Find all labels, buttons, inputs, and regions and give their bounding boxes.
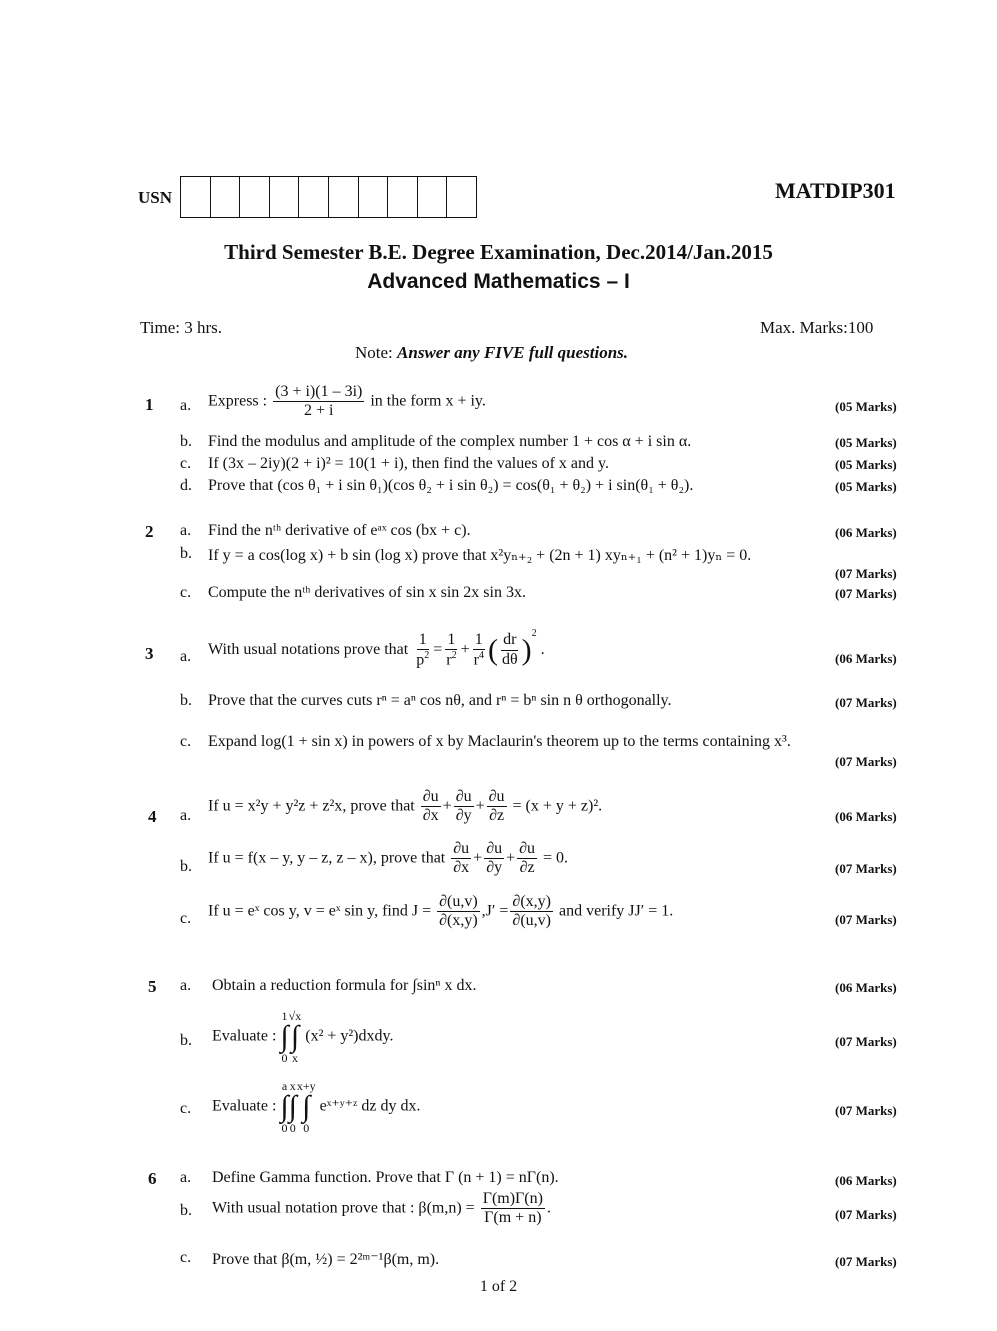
part-label: b. <box>180 692 192 709</box>
marks: (07 Marks) <box>835 1254 897 1269</box>
fraction-numerator: (3 + i)(1 – 3i) <box>273 383 364 402</box>
usn-box[interactable] <box>240 177 270 217</box>
usn-boxes[interactable] <box>180 176 477 218</box>
usn-box[interactable] <box>359 177 389 217</box>
q5b-prefix: Evaluate : <box>212 1027 277 1045</box>
fraction <box>481 1190 545 1228</box>
part-label: c. <box>180 733 192 750</box>
q5c-integrand: eˣ⁺ʸ⁺ᶻ dz dy dx. <box>319 1097 421 1115</box>
part-label: b. <box>180 1202 192 1219</box>
usn-box[interactable] <box>388 177 418 217</box>
q1b-text: Find the modulus and amplitude of the complex number 1 + cos α + i sin α. <box>208 433 692 450</box>
q1a-suffix: in the form x + iy. <box>370 392 486 410</box>
usn-label: USN <box>138 188 173 207</box>
q1a-text <box>208 383 486 421</box>
time-allowed: Time: 3 hrs. <box>140 318 223 337</box>
q5c-prefix: Evaluate : <box>212 1097 277 1115</box>
exam-title: Third Semester B.E. Degree Examination, Dec.2014/Jan.2015 <box>224 240 773 264</box>
marks: (06 Marks) <box>835 809 897 824</box>
marks: (07 Marks) <box>835 1207 897 1222</box>
q5b-text <box>212 1010 393 1064</box>
part-label: c. <box>180 455 192 472</box>
question-number: 3 <box>145 644 154 663</box>
usn-box[interactable] <box>211 177 241 217</box>
q6a-text: Define Gamma function. Prove that Γ (n + 1) = nΓ(n). <box>212 1169 559 1186</box>
fraction: $\frac{1}{p^2}$ <box>416 630 430 669</box>
q1c-text: If (3x – 2iy)(2 + i)² = 10(1 + i), then find the values of x and y. <box>208 455 609 472</box>
integral-limits: √x ∫ x <box>288 1009 302 1065</box>
q4c-prefix: If u = eˣ cos y, v = eˣ sin y, find J = <box>208 902 432 920</box>
marks: (06 Marks) <box>835 651 897 666</box>
fraction: $\frac{1}{r^2}$ <box>446 630 457 669</box>
q4c-suffix: and verify JJ′ = 1. <box>558 902 674 920</box>
marks: (07 Marks) <box>835 861 897 876</box>
marks: (07 Marks) <box>835 695 897 710</box>
marks: (05 Marks) <box>835 399 897 414</box>
marks: (05 Marks) <box>835 435 897 450</box>
marks: (05 Marks) <box>835 479 897 494</box>
q2a-text: Find the nᵗʰ derivative of eᵃˣ cos (bx + c). <box>208 522 471 539</box>
subject-title: Advanced Mathematics – I <box>367 270 630 293</box>
usn-box[interactable] <box>418 177 448 217</box>
q4b-suffix: = 0. <box>543 849 569 867</box>
part-label: a. <box>180 1169 192 1186</box>
q5c-text: Evaluate : a ∫ 0 x ∫ 0 x+y ∫ 0 eˣ⁺ʸ⁺ᶻ dz dy dx. <box>212 1079 421 1135</box>
q5b-integrand: (x² + y²)dxdy. <box>305 1027 394 1045</box>
usn-box[interactable] <box>329 177 359 217</box>
subject-code: MATDIP301 <box>775 178 896 203</box>
usn-box[interactable] <box>447 177 477 217</box>
fraction: $\frac{dr}{d\theta}$ <box>501 631 518 668</box>
usn-box[interactable] <box>270 177 300 217</box>
marks: (06 Marks) <box>835 980 897 995</box>
fraction: $\frac{1}{r^4}$ <box>473 630 484 669</box>
instructions-note <box>355 343 628 363</box>
q4b-prefix: If u = f(x – y, y – z, z – x), prove that <box>208 849 446 867</box>
question-number: 2 <box>145 522 154 541</box>
part-label: a. <box>180 977 192 994</box>
part-label: b. <box>180 545 192 562</box>
page-number: 1 of 2 <box>479 1278 518 1295</box>
fraction-numerator: Γ(m)Γ(n) <box>481 1190 545 1209</box>
marks: (06 Marks) <box>835 525 897 540</box>
marks: (07 Marks) <box>835 566 897 581</box>
part-label: b. <box>180 433 192 450</box>
marks: (07 Marks) <box>835 1034 897 1049</box>
integral-limits: 1 ∫ 0 <box>280 1009 289 1065</box>
fraction-denominator: 2 + i <box>303 402 334 420</box>
part-label: c. <box>180 1100 192 1117</box>
question-number: 6 <box>148 1169 157 1188</box>
part-label: b. <box>180 858 192 875</box>
note-text: Answer any FIVE full questions. <box>397 343 629 362</box>
marks: (06 Marks) <box>835 1173 897 1188</box>
marks: (05 Marks) <box>835 457 897 472</box>
part-label: a. <box>180 648 192 665</box>
marks: (07 Marks) <box>835 586 897 601</box>
q4b-text: If u = f(x – y, y – z, z – x), prove that $\frac{\partial u}{\partial x}$ + $\frac{\partial u}{\partial y}$ + $\frac{\partial u}{\partial z}$ = 0. <box>208 840 569 877</box>
q1a-fraction <box>273 383 364 421</box>
question-number: 5 <box>148 977 157 996</box>
q6c-text: Prove that β(m, ½) = 2²ᵐ⁻¹β(m, m). <box>212 1251 440 1268</box>
q3a-prefix: With usual notations prove that <box>208 641 409 658</box>
part-label: c. <box>180 584 192 601</box>
question-number: 4 <box>148 807 157 826</box>
usn-box[interactable] <box>181 177 211 217</box>
q6b-prefix: With usual notation prove that : β(m,n) = <box>212 1199 475 1217</box>
q4c-text: If u = eˣ cos y, v = eˣ sin y, find J = $\frac{\partial(u,v)}{\partial(x,y)}$ ,J′ = $\frac{\partial(x,y)}{\partial(u,v)}$ and verify JJ′ = 1. <box>208 893 674 930</box>
q3a-text: With usual notations prove that $\frac{1}{p^2}$ = $\frac{1}{r^2}$ + $\frac{1}{r^4}$ ( $\frac{dr}{d\theta}$ )$^2$ . <box>208 628 545 669</box>
usn-box[interactable] <box>299 177 329 217</box>
part-label: d. <box>180 477 192 494</box>
q3c-text: Expand log(1 + sin x) in powers of x by Maclaurin's theorem up to the terms containing x³. <box>208 733 791 750</box>
part-label: a. <box>180 807 192 824</box>
q4a-suffix: = (x + y + z)². <box>512 797 603 815</box>
marks: (07 Marks) <box>835 754 897 769</box>
marks: (07 Marks) <box>835 912 897 927</box>
q3b-text: Prove that the curves cuts rⁿ = aⁿ cos nθ, and rⁿ = bⁿ sin n θ orthogonally. <box>208 692 672 709</box>
note-label: Note: <box>355 343 398 362</box>
q2c-text: Compute the nᵗʰ derivatives of sin x sin 2x sin 3x. <box>208 584 526 601</box>
q4a-text: If u = x²y + y²z + z²x, prove that $\frac{\partial u}{\partial x}$ + $\frac{\partial u}{\partial y}$ + $\frac{\partial u}{\partial z}$ = (x + y + z)². <box>208 788 603 825</box>
q5a-text: Obtain a reduction formula for ∫sinⁿ x dx. <box>212 977 477 994</box>
part-label: a. <box>180 397 192 414</box>
part-label: c. <box>180 1249 192 1266</box>
q4a-prefix: If u = x²y + y²z + z²x, prove that <box>208 797 415 815</box>
q1d-text: Prove that (cos θ₁ + i sin θ₁)(cos θ₂ + i sin θ₂) = cos(θ₁ + θ₂) + i sin(θ₁ + θ₂). <box>208 477 694 494</box>
q1a-prefix: Express : <box>208 392 268 410</box>
part-label: c. <box>180 910 192 927</box>
marks: (07 Marks) <box>835 1103 897 1118</box>
part-label: a. <box>180 522 192 539</box>
q2b-text: If y = a cos(log x) + b sin (log x) prove that x²yₙ₊₂ + (2n + 1) xyₙ₊₁ + (n² + 1)yₙ = 0. <box>208 547 752 564</box>
q6b-text: With usual notation prove that : β(m,n) = $\frac{\Gamma(m)\Gamma(n)}{\Gamma(m + n)}$ . <box>212 1190 551 1227</box>
part-label: b. <box>180 1032 192 1049</box>
max-marks: Max. Marks:100 <box>760 318 874 337</box>
question-number: 1 <box>145 395 154 414</box>
fraction-denominator: Γ(m + n) <box>484 1209 542 1227</box>
